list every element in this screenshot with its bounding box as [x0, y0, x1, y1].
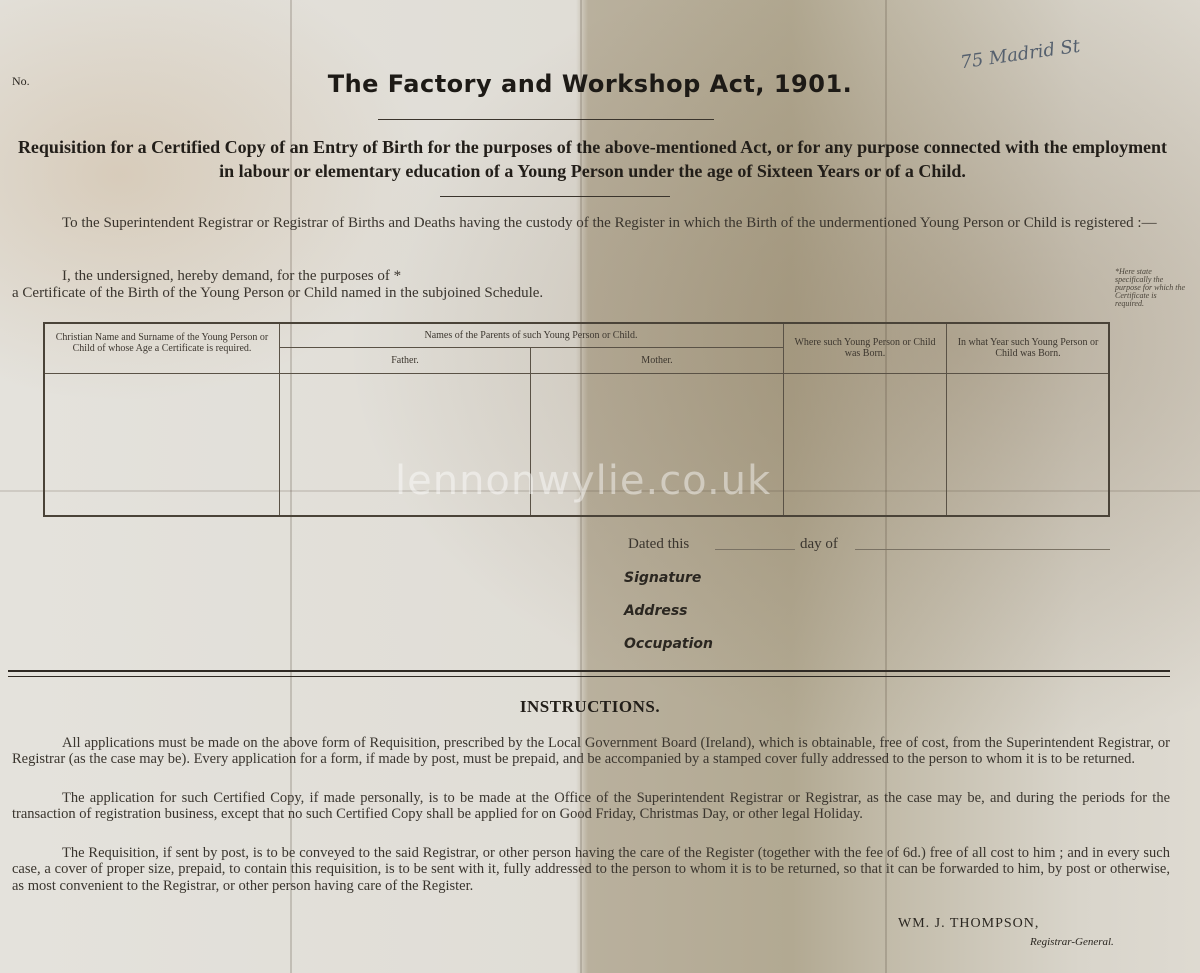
handwritten-address: 75 Madrid St: [959, 35, 1082, 74]
margin-note: *Here state specifically the purpose for which the Certificate is required.: [1115, 267, 1185, 308]
address-label: Address: [624, 603, 688, 619]
father-column-header: Father.: [391, 355, 419, 366]
section-rule: [8, 676, 1170, 677]
day-of-label: day of: [800, 536, 838, 552]
addressee-paragraph: To the Superintendent Registrar or Registrar of Births and Deaths having the custody of the Register in which the Birth of the undermentioned Young Person or Child is registered :—: [62, 215, 1157, 231]
header-divider: [45, 373, 1108, 374]
title-rule: [378, 119, 714, 120]
section-rule: [8, 670, 1170, 672]
registrar-name: WM. J. THOMPSON,: [898, 916, 1040, 931]
birthplace-column-header: Where such Young Person or Child was Born.: [794, 337, 936, 359]
column-divider: [279, 324, 280, 515]
watermark: lennonwylie.co.uk: [395, 458, 772, 504]
signature-label: Signature: [624, 570, 702, 586]
demand-line: a Certificate of the Birth of the Young Person or Child named in the subjoined Schedule.: [12, 285, 544, 301]
column-divider: [783, 324, 784, 515]
number-label: No.: [12, 74, 30, 88]
mother-column-header: Mother.: [641, 355, 673, 366]
document-title: The Factory and Workshop Act, 1901.: [327, 70, 853, 98]
parents-column-header: Names of the Parents of such Young Person or Child.: [424, 330, 638, 341]
row-divider: [279, 347, 783, 348]
column-divider: [946, 324, 947, 515]
demand-line: I, the undersigned, hereby demand, for the purposes of *: [62, 268, 402, 284]
instruction-paragraph: The application for such Certified Copy, if made personally, is to be made at the Office of the Superintendent Registrar or Registrar, as the case may be, and during the periods for the transaction of registration business, except that no such Certified Copy shall be applied for on Good Friday, Christmas Day, or other legal Holiday.: [12, 790, 1170, 823]
birth-year-column-header: In what Year such Young Person or Child was Born.: [957, 337, 1099, 359]
occupation-label: Occupation: [624, 636, 714, 652]
date-blank: [715, 549, 795, 550]
registrar-title: Registrar-General.: [1030, 936, 1114, 948]
name-column-header: Christian Name and Surname of the Young Person or Child of whose Age a Certificate is required.: [55, 332, 269, 354]
instruction-paragraph: The Requisition, if sent by post, is to be conveyed to the said Registrar, or other person having the care of the Register (together with the fee of 6d.) free of all cost to him ; and in every such case, a cover of proper size, prepaid, to contain this requisition, is to be sent with it, fully addressed to the person to whom it is to be returned, so that it can be forwarded to him, by post or otherwise, as most convenient to the Registrar, or other person having care of the Register.: [12, 845, 1170, 894]
requisition-subtitle: Requisition for a Certified Copy of an Entry of Birth for the purposes of the above-mentioned Act, or for any purpose connected with the employment in labour or elementary education of a Young Person under the age of Sixteen Years or of a Child.: [17, 137, 1168, 181]
dated-label: Dated this: [628, 536, 690, 552]
month-blank: [855, 549, 1110, 550]
instructions-heading: INSTRUCTIONS.: [519, 697, 661, 716]
subtitle-rule: [440, 196, 670, 197]
instruction-paragraph: All applications must be made on the above form of Requisition, prescribed by the Local Government Board (Ireland), which is obtainable, free of cost, from the Superintendent Registrar, or Registrar (as the case may be). Every application for a form, if made by post, must be prepaid, and be accompanied by a stamped cover fully addressed to the person to whom it is to be returned.: [12, 735, 1170, 768]
